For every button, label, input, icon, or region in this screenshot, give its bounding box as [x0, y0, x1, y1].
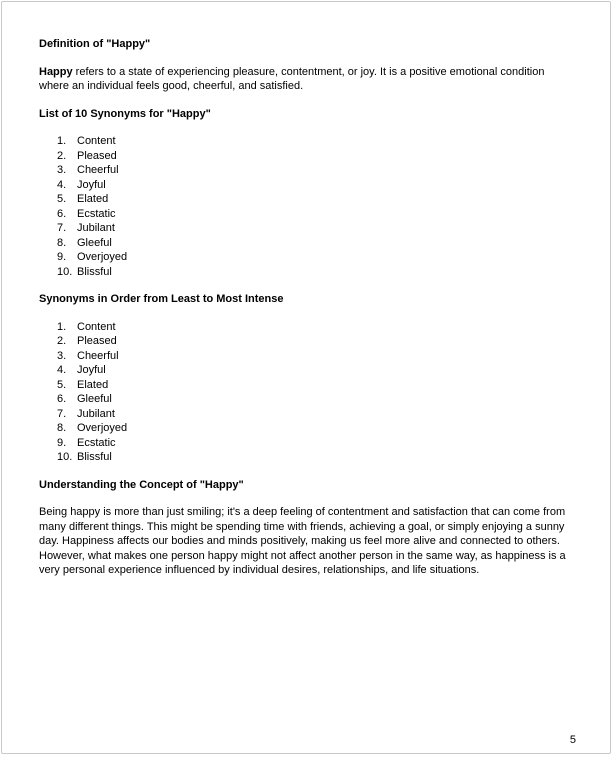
list-item: Overjoyed — [77, 422, 128, 434]
list-item: Overjoyed — [77, 251, 128, 263]
list-item: Content — [77, 135, 116, 147]
definition-paragraph — [39, 65, 576, 94]
list-item: Jubilant — [77, 407, 115, 420]
list-item: Blissful — [77, 265, 112, 278]
heading-definition: Definition of "Happy" — [39, 38, 151, 50]
list-item: Ecstatic — [77, 207, 116, 220]
list-item: Gleeful — [77, 236, 112, 249]
page-number: 5 — [569, 734, 576, 746]
heading-synonyms-list: List of 10 Synonyms for "Happy" — [39, 107, 211, 120]
document-content — [2, 2, 610, 578]
list-item: Cheerful — [77, 164, 119, 176]
document-page — [1, 1, 611, 754]
list-item: Elated — [77, 378, 109, 391]
ordered-synonyms-list — [39, 320, 576, 465]
list-item: Elated — [77, 193, 109, 205]
list-item: Pleased — [77, 149, 117, 162]
list-item: Pleased — [77, 335, 117, 347]
heading-understanding: Understanding the Concept of "Happy" — [39, 478, 244, 491]
list-item: Joyful — [77, 364, 106, 376]
list-item: Ecstatic — [77, 436, 116, 449]
understanding-paragraph: Being happy is more than just smiling; it's a deep feeling of contentment and satisfaction that can come from many different things. This might be spending time with friends, achieving a goal, or simply enjoying a sunny day. Happiness affects our bodies and minds positively, making us feel more alive and connected to others. However, what makes one person happy might not affect another person in the same way, as happiness is a very personal experience influenced by individual desires, relationships, and life situations. — [39, 506, 566, 576]
list-item: Joyful — [77, 178, 106, 191]
heading-ordered-synonyms: Synonyms in Order from Least to Most Intense — [39, 293, 284, 305]
list-item: Blissful — [77, 451, 112, 463]
list-item: Content — [77, 320, 116, 333]
list-item: Gleeful — [77, 393, 112, 405]
definition-lead-word: Happy — [39, 65, 73, 78]
list-item: Jubilant — [77, 222, 115, 234]
definition-text: refers to a state of experiencing pleasure, contentment, or joy. It is a positive emotional condition where an individual feels good, cheerful, and satisfied. — [39, 65, 545, 92]
list-item: Cheerful — [77, 349, 119, 362]
synonyms-list — [39, 134, 576, 279]
